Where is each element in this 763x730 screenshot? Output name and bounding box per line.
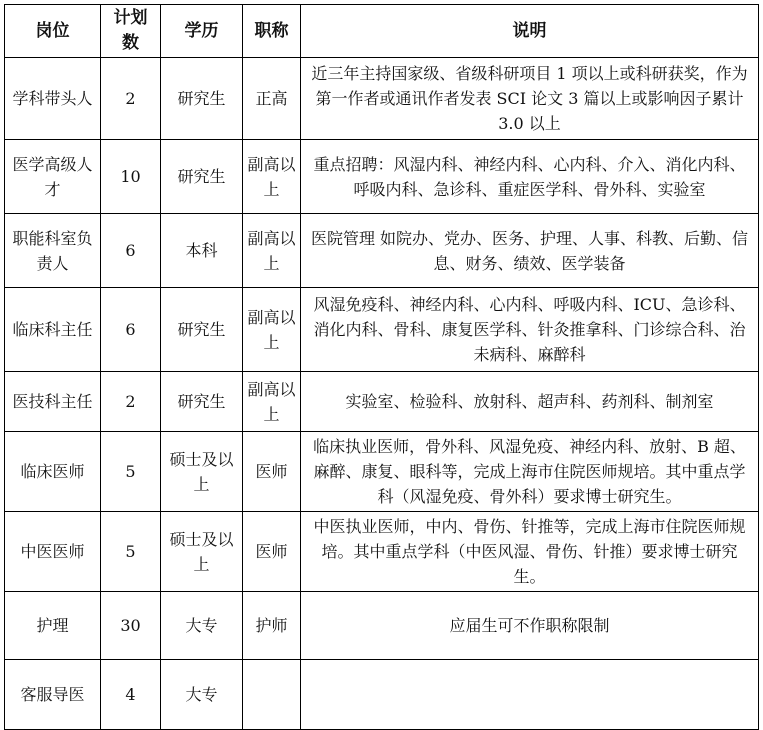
cell-description: 中医执业医师，中内、骨伤、针推等，完成上海市住院医师规培。其中重点学科（中医风湿、骨伤、针推）要求博士研究生。 (301, 512, 759, 592)
cell-title: 医师 (243, 512, 301, 592)
cell-description: 实验室、检验科、放射科、超声科、药剂科、制剂室 (301, 372, 759, 432)
cell-description: 重点招聘：风湿内科、神经内科、心内科、介入、消化内科、呼吸内科、急诊科、重症医学科、骨外科、实验室 (301, 140, 759, 214)
cell-title: 副高以上 (243, 372, 301, 432)
cell-quota: 30 (101, 592, 161, 660)
cell-description (301, 660, 759, 730)
cell-title (243, 660, 301, 730)
cell-description: 应届生可不作职称限制 (301, 592, 759, 660)
cell-education: 大专 (161, 592, 243, 660)
header-quota: 计划数 (101, 5, 161, 58)
table-row (5, 512, 759, 592)
cell-quota: 2 (101, 372, 161, 432)
cell-position: 临床医师 (5, 432, 101, 512)
header-description: 说明 (301, 5, 759, 58)
cell-title: 副高以上 (243, 140, 301, 214)
cell-position: 职能科室负责人 (5, 214, 101, 288)
table-row (5, 288, 759, 372)
header-title: 职称 (243, 5, 301, 58)
cell-position: 学科带头人 (5, 58, 101, 140)
table-row (5, 140, 759, 214)
cell-description: 近三年主持国家级、省级科研项目 1 项以上或科研获奖，作为第一作者或通讯作者发表 SCI 论文 3 篇以上或影响因子累计 3.0 以上 (301, 58, 759, 140)
cell-title: 副高以上 (243, 288, 301, 372)
cell-education: 本科 (161, 214, 243, 288)
cell-title: 护师 (243, 592, 301, 660)
cell-position: 临床科主任 (5, 288, 101, 372)
header-row (5, 5, 759, 58)
cell-education: 研究生 (161, 288, 243, 372)
cell-quota: 6 (101, 214, 161, 288)
cell-education: 研究生 (161, 58, 243, 140)
cell-description: 临床执业医师，骨外科、风湿免疫、神经内科、放射、B 超、麻醉、康复、眼科等，完成上海市住院医师规培。其中重点学科（风湿免疫、骨外科）要求博士研究生。 (301, 432, 759, 512)
cell-quota: 5 (101, 512, 161, 592)
header-position: 岗位 (5, 5, 101, 58)
cell-quota: 6 (101, 288, 161, 372)
cell-education: 研究生 (161, 140, 243, 214)
cell-quota: 2 (101, 58, 161, 140)
cell-description: 风湿免疫科、神经内科、心内科、呼吸内科、ICU、急诊科、消化内科、骨科、康复医学科、针灸推拿科、门诊综合科、治未病科、麻醉科 (301, 288, 759, 372)
table-row (5, 372, 759, 432)
cell-title: 正高 (243, 58, 301, 140)
table-row (5, 432, 759, 512)
cell-position: 护理 (5, 592, 101, 660)
recruitment-table (4, 4, 759, 730)
cell-title: 副高以上 (243, 214, 301, 288)
cell-position: 医学高级人才 (5, 140, 101, 214)
cell-position: 客服导医 (5, 660, 101, 730)
cell-education: 硕士及以上 (161, 432, 243, 512)
cell-education: 硕士及以上 (161, 512, 243, 592)
table-row (5, 592, 759, 660)
table-row (5, 660, 759, 730)
cell-position: 医技科主任 (5, 372, 101, 432)
cell-title: 医师 (243, 432, 301, 512)
table-row (5, 214, 759, 288)
header-education: 学历 (161, 5, 243, 58)
table-row (5, 58, 759, 140)
cell-quota: 5 (101, 432, 161, 512)
cell-position: 中医医师 (5, 512, 101, 592)
cell-education: 研究生 (161, 372, 243, 432)
cell-quota: 4 (101, 660, 161, 730)
cell-description: 医院管理 如院办、党办、医务、护理、人事、科教、后勤、信息、财务、绩效、医学装备 (301, 214, 759, 288)
cell-quota: 10 (101, 140, 161, 214)
cell-education: 大专 (161, 660, 243, 730)
